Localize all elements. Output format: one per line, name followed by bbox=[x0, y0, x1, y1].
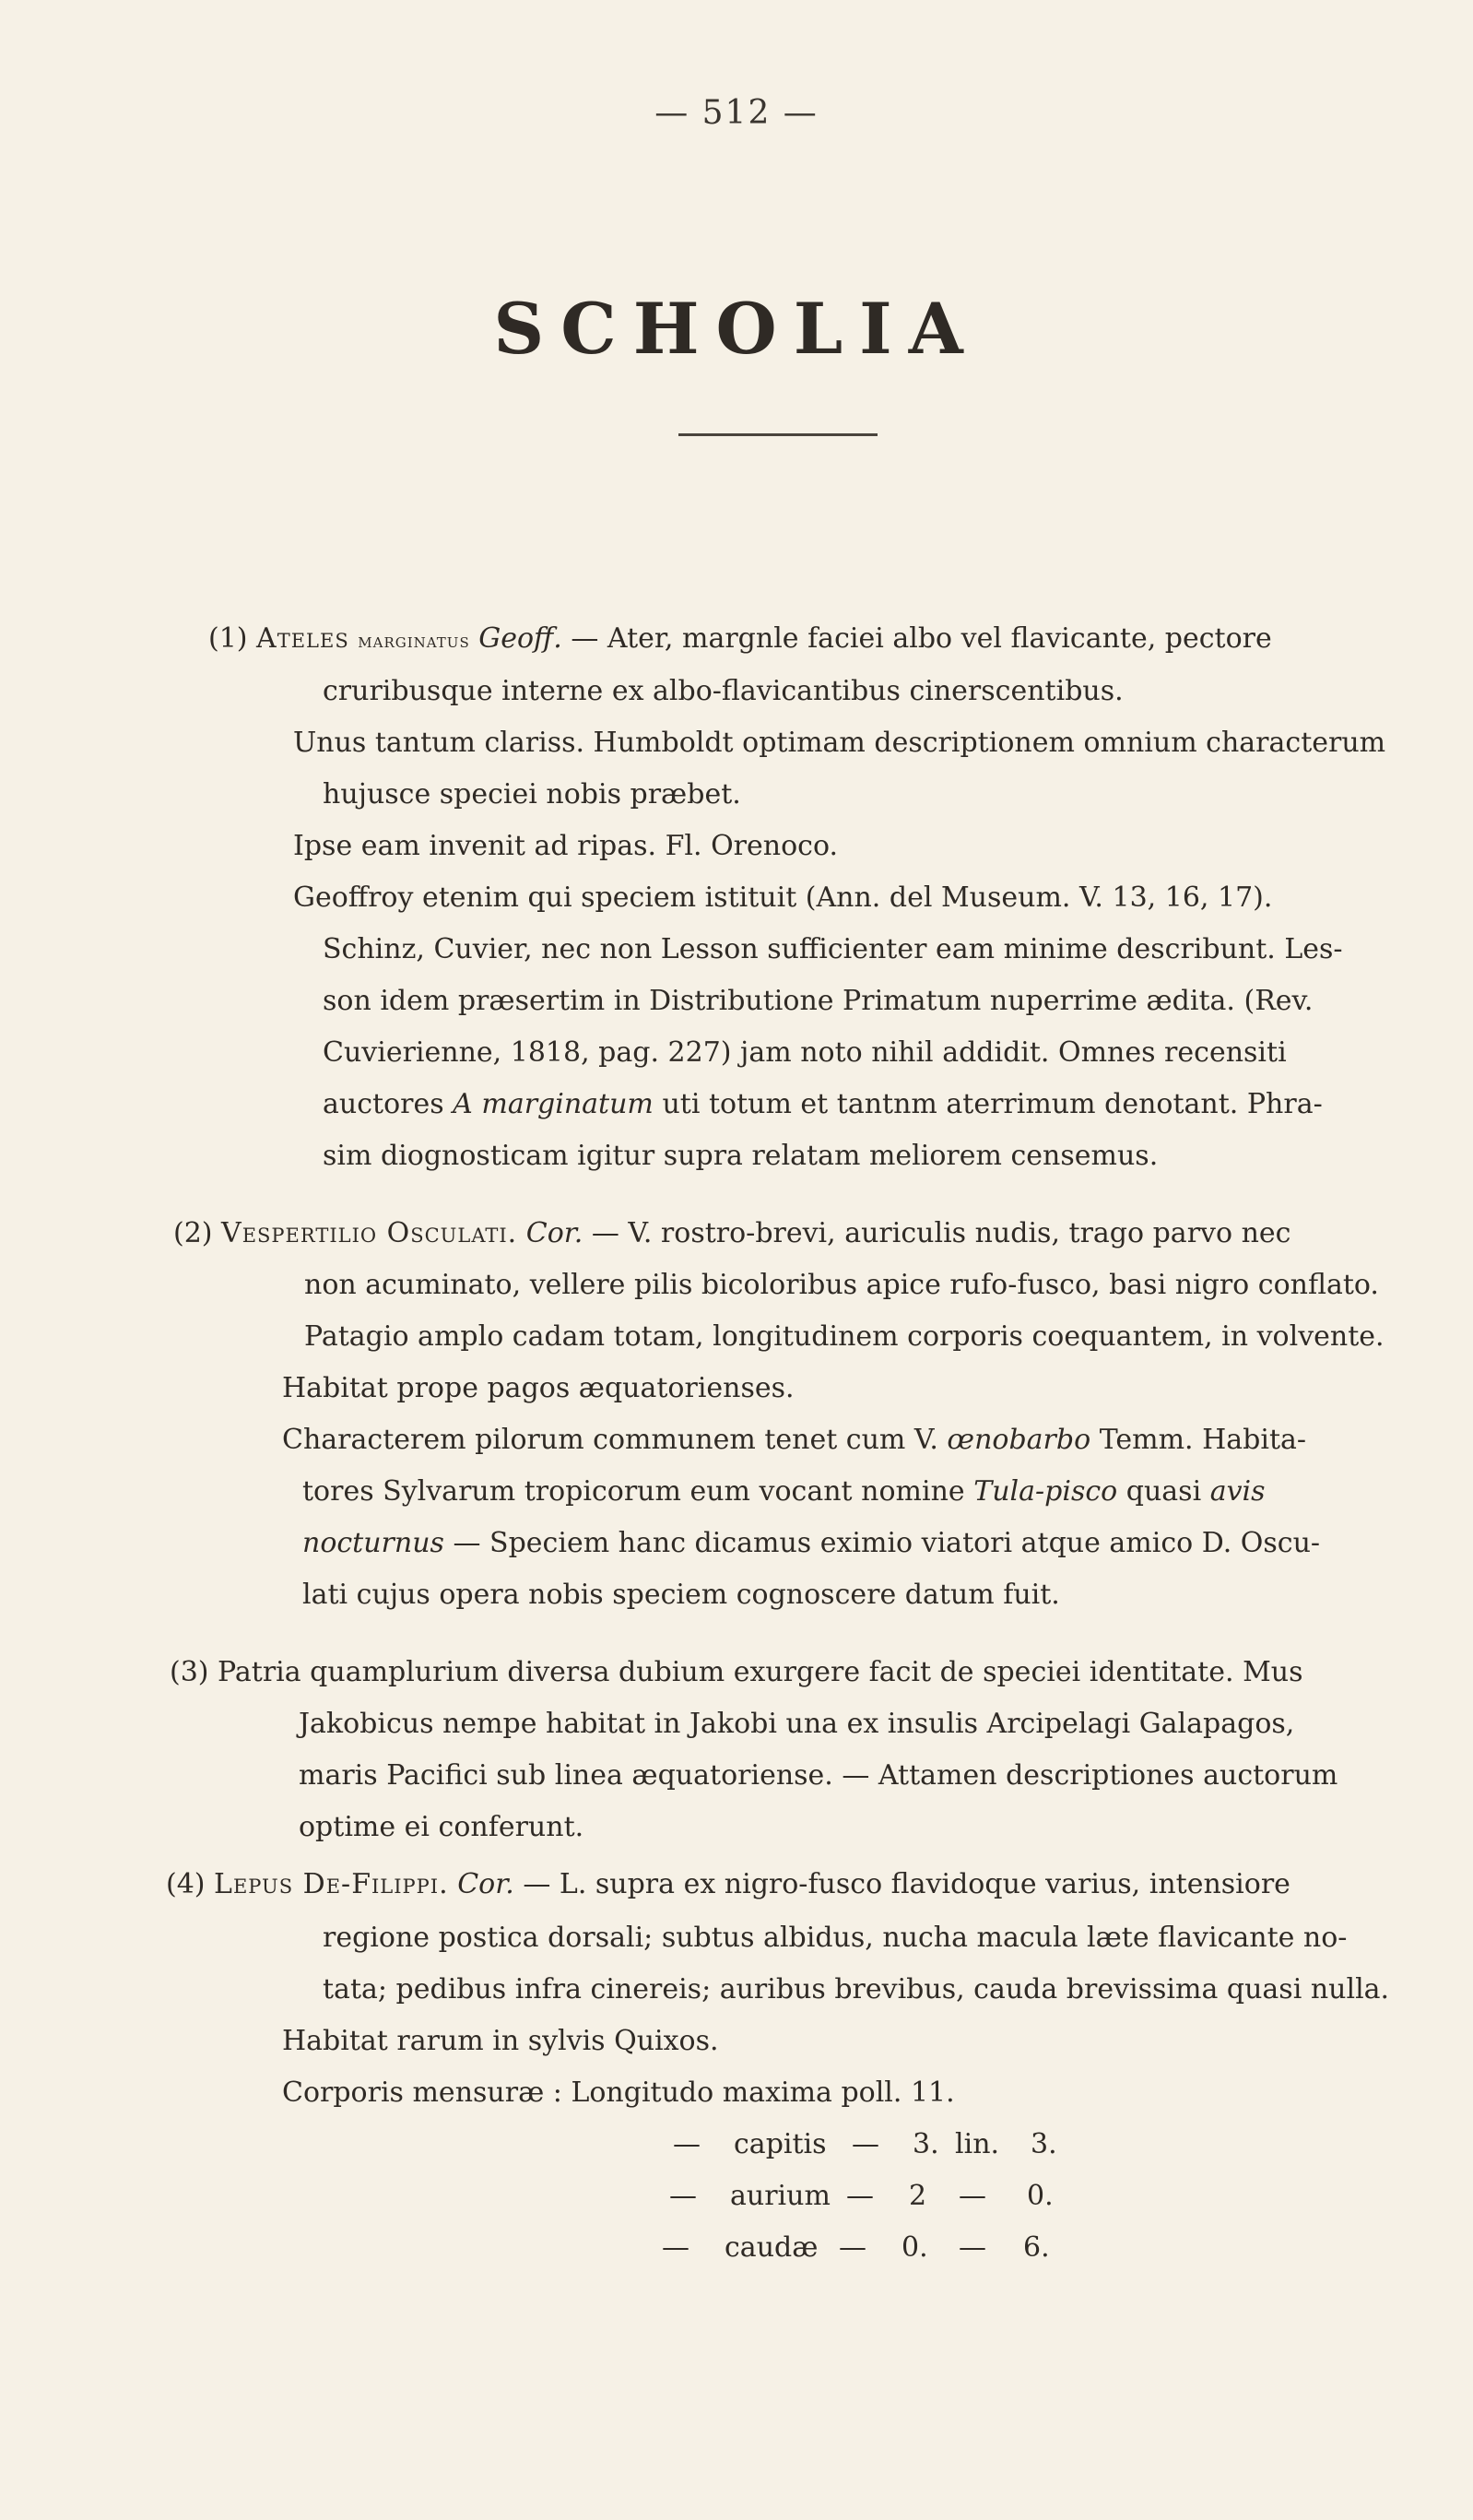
measure-value: 2 bbox=[909, 2180, 927, 2212]
genus-name: Vespertilio Osculati. bbox=[221, 1217, 518, 1249]
note-marker: (1) bbox=[208, 622, 248, 655]
note-marker: (4) bbox=[166, 1868, 206, 1900]
author-name: Cor. bbox=[525, 1217, 583, 1249]
measure-part: aurium bbox=[730, 2180, 831, 2212]
text-line: Habitat prope pagos æquatorienses. bbox=[282, 1372, 795, 1404]
text-line: Jakobicus nempe habitat in Jakobi una ex insulis Arcipelagi Galapagos, bbox=[299, 1708, 1295, 1740]
measure-part: capitis bbox=[734, 2128, 827, 2160]
text-line: tores Sylvarum tropicorum eum vocant nomine bbox=[302, 1475, 965, 1508]
measure-part: caudæ bbox=[725, 2231, 819, 2264]
local-name-italic: Tula-pisco bbox=[973, 1475, 1118, 1508]
text-line: uti totum et tantnm aterrimum denotant. Phra- bbox=[662, 1088, 1323, 1120]
measure-value: 3. bbox=[1031, 2128, 1057, 2160]
text-line: lati cujus opera nobis speciem cognoscere datum fuit. bbox=[302, 1579, 1060, 1611]
text-line: optime ei conferunt. bbox=[299, 1811, 584, 1843]
text-line: Ipse eam invenit ad ripas. Fl. Orenoco. bbox=[293, 830, 839, 862]
text-line: Schinz, Cuvier, nec non Lesson sufficienter eam minime describunt. Les- bbox=[323, 933, 1343, 965]
text-line: hujusce speciei nobis præbet. bbox=[323, 778, 741, 810]
genus-name: Lepus De-Filippi. bbox=[214, 1868, 449, 1900]
text-line: son idem præsertim in Distributione Primatum nuperrime ædita. (Rev. bbox=[323, 985, 1314, 1017]
measure-unit: — bbox=[959, 2231, 986, 2264]
text-line: — L. supra ex nigro-fusco flavidoque varius, intensiore bbox=[523, 1868, 1290, 1900]
text-line: Geoffroy etenim qui speciem istituit (Ann. del Museum. V. 13, 16, 17). bbox=[293, 881, 1273, 914]
note-marker: (3) bbox=[170, 1656, 209, 1688]
latin-italic: nocturnus bbox=[302, 1527, 444, 1559]
measure-value: 3. bbox=[913, 2128, 939, 2160]
text-line: Characterem pilorum communem tenet cum V. bbox=[282, 1424, 938, 1456]
page-number: — 512 — bbox=[654, 94, 819, 132]
species-italic: A marginatum bbox=[453, 1088, 654, 1120]
measure-value: 6. bbox=[1023, 2231, 1050, 2264]
text-line: — Ater, margnle faciei albo vel flavicante, pectore bbox=[571, 622, 1272, 655]
text-line: regione postica dorsali; subtus albidus, nucha macula læte flavicante no- bbox=[323, 1922, 1348, 1954]
text-line: tata; pedibus infra cinereis; auribus brevibus, cauda brevissima quasi nulla. bbox=[323, 1973, 1390, 2005]
measure-unit: — bbox=[959, 2180, 986, 2212]
text-line: Temm. Habita- bbox=[1099, 1424, 1307, 1456]
text-line: sim diognosticam igitur supra relatam meliorem censemus. bbox=[323, 1140, 1159, 1172]
genus-name: Ateles bbox=[256, 622, 349, 655]
latin-italic: avis bbox=[1209, 1475, 1266, 1508]
text-line: — Speciem hanc dicamus eximio viatori atque amico D. Oscu- bbox=[453, 1527, 1321, 1559]
measure-value: 0. bbox=[901, 2231, 928, 2264]
text-line: cruribusque interne ex albo-flavicantibus cinerscentibus. bbox=[323, 675, 1124, 707]
author-name: Geoff. bbox=[478, 622, 562, 655]
author-name: Cor. bbox=[457, 1868, 514, 1900]
text-line: Patagio amplo cadam totam, longitudinem corporis coequantem, in volvente. bbox=[304, 1320, 1385, 1353]
text-line: — V. rostro-brevi, auriculis nudis, trago parvo nec bbox=[591, 1217, 1291, 1249]
text-line: Unus tantum clariss. Humboldt optimam descriptionem omnium characterum bbox=[293, 727, 1386, 759]
page-title: SCHOLIA bbox=[493, 288, 980, 370]
text-line: Corporis mensuræ : Longitudo maxima poll. 11. bbox=[282, 2076, 955, 2109]
text-fragment: auctores bbox=[323, 1088, 444, 1120]
measure-unit: lin. bbox=[955, 2128, 1000, 2160]
species-name: marginatus bbox=[358, 630, 470, 653]
text-line: quasi bbox=[1125, 1475, 1202, 1508]
text-line: maris Pacifici sub linea æquatoriense. — Attamen descriptiones auctorum bbox=[299, 1759, 1338, 1792]
text-line: Patria quamplurium diversa dubium exurgere facit de speciei identitate. Mus bbox=[218, 1656, 1303, 1688]
text-line: non acuminato, vellere pilis bicoloribus apice rufo-fusco, basi nigro conflato. bbox=[304, 1269, 1379, 1301]
measure-value: 0. bbox=[1027, 2180, 1054, 2212]
species-italic: œnobarbo bbox=[947, 1424, 1091, 1456]
note-marker: (2) bbox=[173, 1217, 213, 1249]
title-divider bbox=[678, 433, 878, 436]
text-line: Habitat rarum in sylvis Quixos. bbox=[282, 2025, 719, 2057]
text-line: Cuvierienne, 1818, pag. 227) jam noto nihil addidit. Omnes recensiti bbox=[323, 1036, 1287, 1069]
